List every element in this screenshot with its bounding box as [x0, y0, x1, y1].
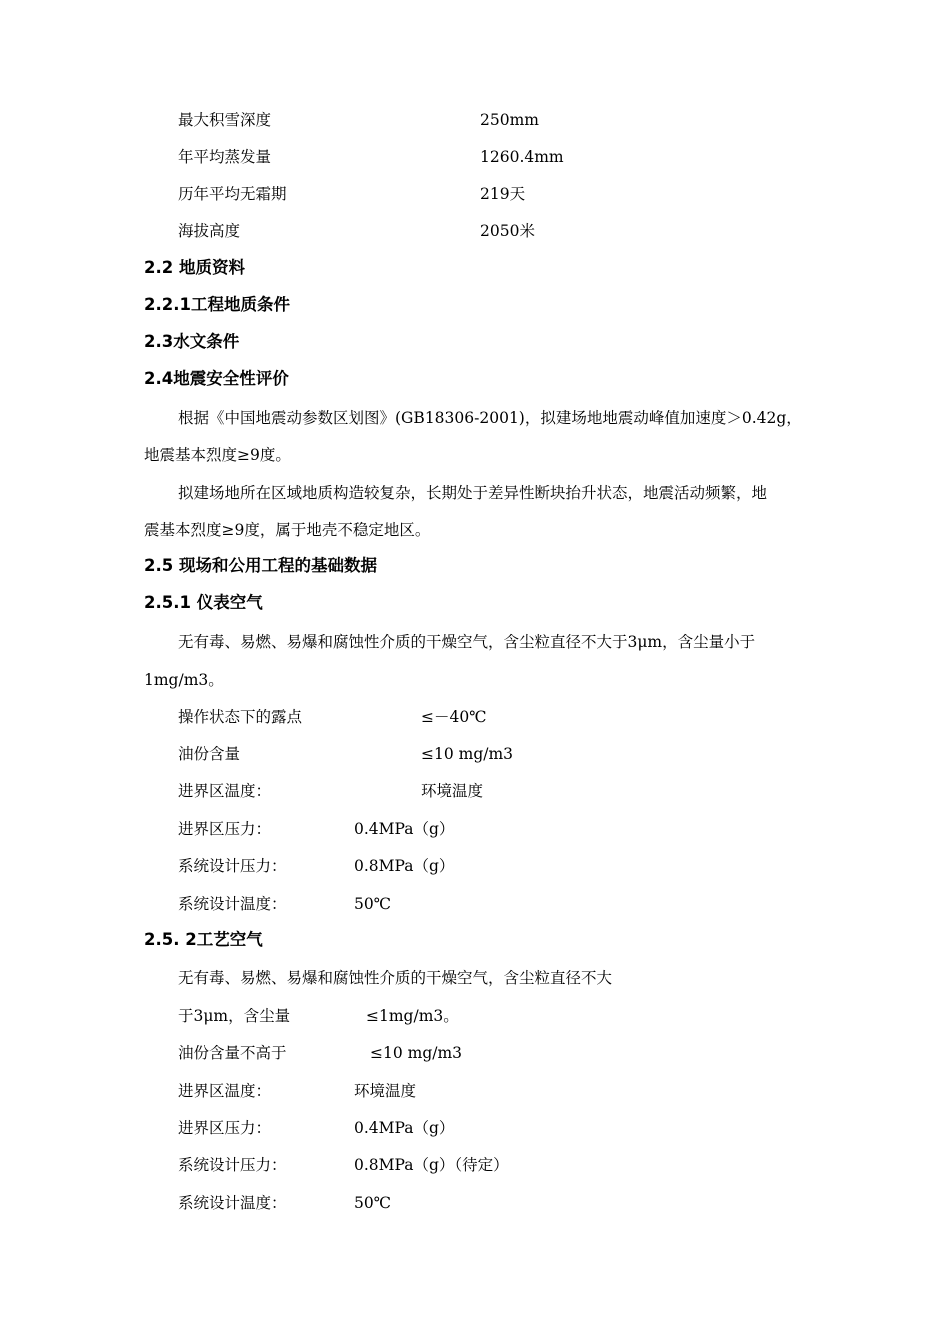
process-design-temp-label: 系统设计温度：: [178, 1194, 287, 1212]
evaporation-label: 年平均蒸发量: [178, 148, 272, 166]
heading-2-5: 2.5 现场和公用工程的基础数据: [144, 556, 377, 575]
dew-point-label: 操作状态下的露点: [178, 708, 303, 726]
heading-2-5-1: 2.5.1 仪表空气: [144, 593, 263, 612]
process-air-desc-line-1: 无有毒、易燃、易爆和腐蚀性介质的干燥空气，含尘粒直径不大: [178, 969, 613, 987]
process-temp-value: 环境温度: [354, 1082, 417, 1100]
snow-depth-label: 最大积雪深度: [178, 111, 272, 129]
instrument-pressure-value: 0.4MPa（g）: [354, 820, 455, 838]
instrument-air-desc-line-2: 1mg/m3。: [144, 671, 224, 689]
seismic-paragraph-2-line-1: 拟建场地所在区域地质构造较复杂，长期处于差异性断块抬升状态，地震活动频繁，地: [178, 484, 768, 502]
instrument-oil-label: 油份含量: [178, 745, 241, 763]
altitude-label: 海拔高度: [178, 222, 241, 240]
heading-2-2: 2.2 地质资料: [144, 258, 245, 277]
heading-2-4: 2.4地震安全性评价: [144, 369, 289, 388]
instrument-design-temp-value: 50℃: [354, 895, 392, 913]
process-oil-label: 油份含量不高于: [178, 1044, 287, 1062]
seismic-paragraph-1-line-2: 地震基本烈度≥9度。: [144, 446, 291, 464]
process-design-pressure-value: 0.8MPa（g）（待定）: [354, 1156, 509, 1174]
snow-depth-value: 250mm: [480, 111, 539, 129]
instrument-oil-value: ≤10 mg/m3: [421, 745, 514, 763]
process-dust-value: ≤1mg/m3。: [366, 1007, 459, 1025]
process-design-temp-value: 50℃: [354, 1194, 392, 1212]
process-design-pressure-label: 系统设计压力：: [178, 1156, 287, 1174]
seismic-paragraph-2-line-2: 震基本烈度≥9度，属于地壳不稳定地区。: [144, 521, 431, 539]
process-pressure-label: 进界区压力：: [178, 1119, 272, 1137]
frost-free-value: 219天: [480, 185, 526, 203]
instrument-design-pressure-label: 系统设计压力：: [178, 857, 287, 875]
process-pressure-value: 0.4MPa（g）: [354, 1119, 455, 1137]
frost-free-label: 历年平均无霜期: [178, 185, 287, 203]
process-temp-label: 进界区温度：: [178, 1082, 272, 1100]
process-oil-value: ≤10 mg/m3: [370, 1044, 463, 1062]
heading-2-5-2: 2.5. 2工艺空气: [144, 930, 263, 949]
instrument-temp-label: 进界区温度：: [178, 782, 272, 800]
evaporation-value: 1260.4mm: [480, 148, 564, 166]
process-dust-label: 于3μm，含尘量: [178, 1007, 291, 1025]
instrument-temp-value: 环境温度: [421, 782, 484, 800]
dew-point-value: ≤－40℃: [421, 708, 487, 726]
instrument-pressure-label: 进界区压力：: [178, 820, 272, 838]
heading-2-2-1: 2.2.1工程地质条件: [144, 295, 290, 314]
heading-2-3: 2.3水文条件: [144, 332, 240, 351]
seismic-paragraph-1-line-1: 根据《中国地震动参数区划图》(GB18306-2001)，拟建场地地震动峰值加速度＞0.42g，: [178, 409, 802, 427]
instrument-air-desc-line-1: 无有毒、易燃、易爆和腐蚀性介质的干燥空气，含尘粒直径不大于3μm，含尘量小于: [178, 633, 756, 651]
instrument-design-temp-label: 系统设计温度：: [178, 895, 287, 913]
instrument-design-pressure-value: 0.8MPa（g）: [354, 857, 455, 875]
altitude-value: 2050米: [480, 222, 535, 240]
